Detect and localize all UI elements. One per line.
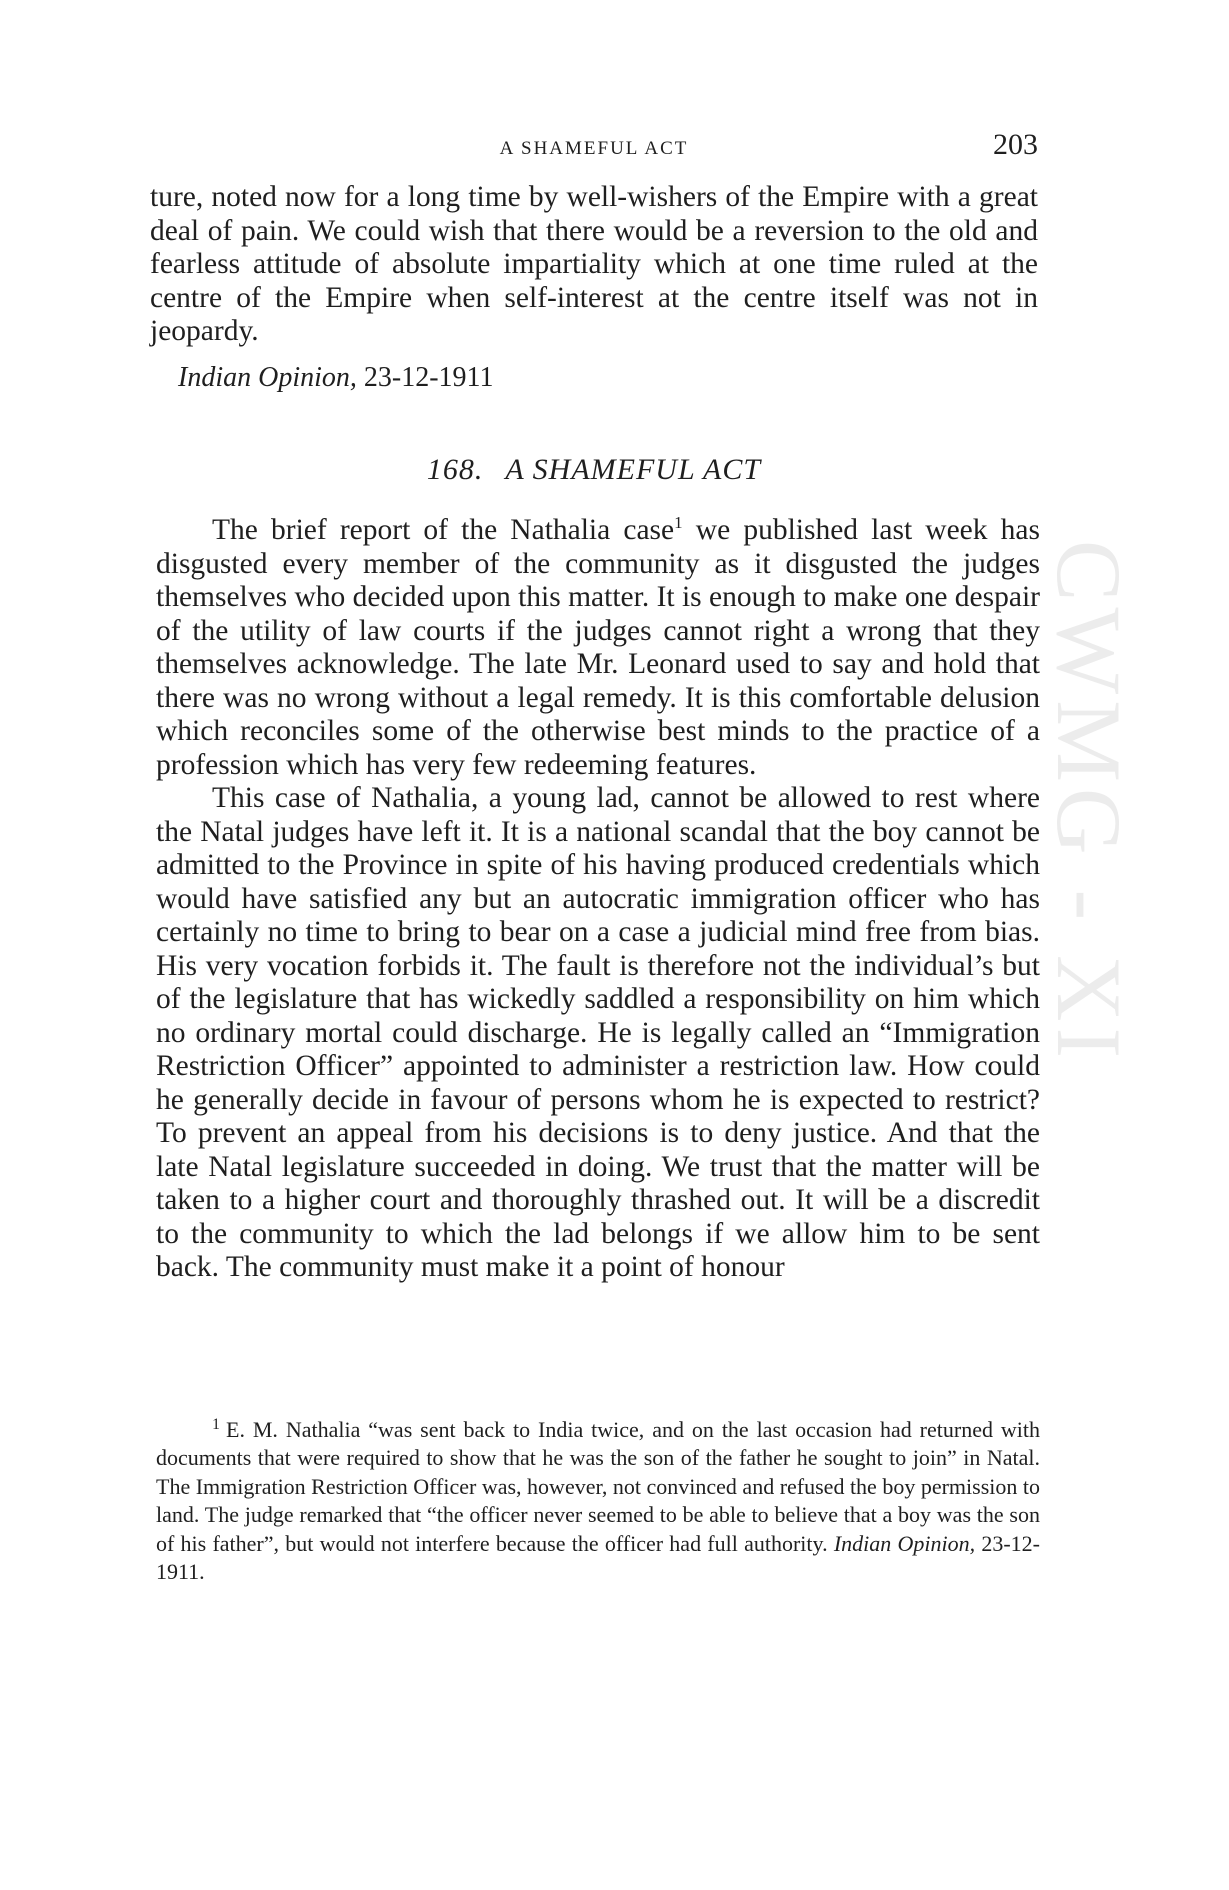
- document-title: A SHAMEFUL ACT: [505, 453, 762, 486]
- footnotes: [156, 1416, 1040, 1586]
- paragraph-text: we published last week has disgusted every member of the community as it disgusted the judges themselves who decided upon this matter. It is enough to make one despair of the utility of law courts if the judges cannot right a wrong that they themselves acknowledge. The late Mr. Leonard used to say and hold that there was no wrong without a legal remedy. It is this comfortable delusion which reconciles some of the otherwise best minds to the practice of a profession which has very few redeeming features.: [156, 514, 1040, 781]
- running-head: [150, 128, 1038, 168]
- footnote-mark: 1: [212, 1415, 220, 1433]
- running-title: A SHAMEFUL ACT: [499, 138, 689, 159]
- page-number: 203: [993, 128, 1038, 161]
- watermark: [1038, 540, 1140, 1340]
- source-publication: Indian Opinion,: [178, 362, 357, 393]
- footnote-text: E. M. Nathalia “was sent back to India twice, and on the last occasion had returned with documents that were required to show that he was the son of the father he sought to join” in Natal. The Immigration Restriction Officer was, however, not convinced and refused the boy permission to land. The judge remarked that “the officer never seemed to be able to believe that a boy was the son of his father”, but would not interfere because the officer had full authority.: [156, 1417, 1040, 1556]
- watermark-text: CWMG - XI: [1038, 540, 1140, 1065]
- document-heading: [150, 453, 1038, 487]
- footnote-source-date: 23-12-1911.: [156, 1530, 1040, 1585]
- watermark-graphic: [1038, 540, 1140, 1340]
- footnote-reference[interactable]: 1: [674, 513, 683, 533]
- document-body: [156, 514, 1040, 1285]
- continued-paragraph: [150, 181, 1038, 349]
- body-paragraph: [156, 514, 1040, 782]
- source-date: 23-12-1911: [363, 362, 494, 393]
- document-number: 168.: [426, 453, 484, 486]
- previous-source-line: [178, 362, 494, 394]
- footnote-source-publication: Indian Opinion,: [833, 1530, 976, 1556]
- footnote: [156, 1416, 1040, 1586]
- continued-paragraph-text: ture, noted now for a long time by well-wishers of the Empire with a great deal of pain. We could wish that there would be a reversion to the old and fearless attitude of absolute impartiality which at one time ruled at the centre of the Empire when self-interest at the centre itself was not in jeopardy.: [150, 181, 1038, 347]
- body-paragraph: This case of Nathalia, a young lad, cannot be allowed to rest where the Natal judges have left it. It is a national scandal that the boy cannot be admitted to the Province in spite of his having produced credentials which would have satisfied any but an autocratic immigration officer who has certainly no time to bring to bear on a case a judicial mind free from bias. His very vocation forbids it. The fault is therefore not the individual’s but of the legislature that has wickedly saddled a responsibility on him which no ordinary mortal could discharge. He is legally called an “Immigration Restriction Officer” appointed to administer a restriction law. How could he generally decide in favour of persons whom he is expected to restrict? To prevent an appeal from his decisions is to deny justice. And that the late Natal legislature succeeded in doing. We trust that the matter will be taken to a higher court and thoroughly thrashed out. It will be a discredit to the community to which the lad belongs if we allow him to be sent back. The community must make it a point of honour: [156, 782, 1040, 1283]
- paragraph-text: The brief report of the Nathalia case: [212, 514, 675, 546]
